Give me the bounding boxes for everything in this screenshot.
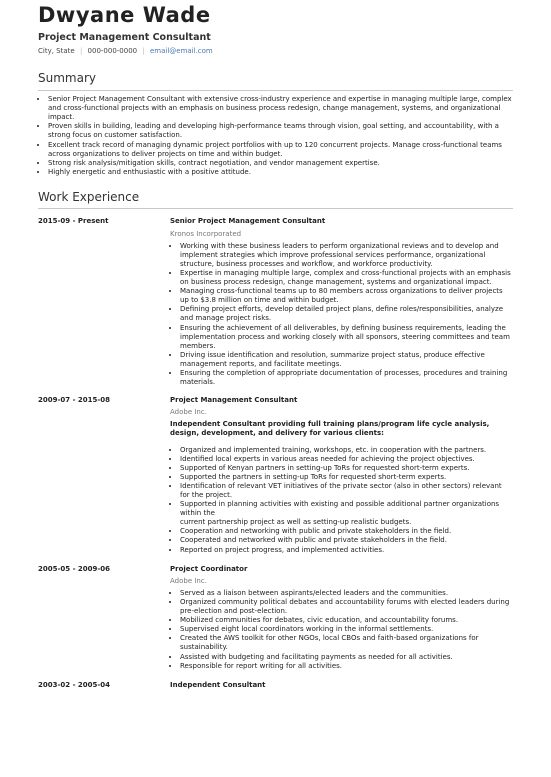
- job-details: [170, 565, 513, 671]
- experience-heading: Work Experience: [38, 190, 513, 210]
- job-duty: • Supported of Kenyan partners in setting-up ToRs for requested short-term experts.: [180, 464, 513, 473]
- job-duty: • Assisted with budgeting and facilitating payments as needed for all activities.: [180, 653, 513, 662]
- job-duty: • Organized and implemented training, workshops, etc. in cooperation with the partners.: [180, 446, 513, 455]
- summary-heading: Summary: [38, 71, 513, 91]
- job-dates: 2015-09 - Present: [38, 217, 109, 226]
- job-duty: • Ensuring the achievement of all deliverables, by defining business requirements, leading the implementation process and working closely with all sponsors, steering committees and team members.: [180, 324, 513, 351]
- job-details: [170, 681, 513, 690]
- contact-line: [38, 47, 513, 56]
- contact-email[interactable]: email@email.com: [149, 47, 213, 56]
- job-details: [170, 396, 513, 555]
- job-duty: • Identification of relevant VET initiatives of the private sector (also in other sectors) relevant for the project.: [180, 482, 513, 500]
- job-entry: [38, 681, 513, 690]
- job-company: Adobe Inc.: [170, 576, 207, 585]
- contact-location: City, State: [38, 47, 75, 56]
- job-role: Senior Project Management Consultant: [170, 217, 326, 226]
- job-duty: • Reported on project progress, and implemented activities.: [180, 546, 513, 555]
- job-duty: • Defining project efforts, develop detailed project plans, define roles/responsibilities, analyze and manage project risks.: [180, 305, 513, 323]
- job-duties: [170, 242, 513, 388]
- job-duty: • Created the AWS toolkit for other NGOs, local CBOs and faith-based organizations for sustainability.: [180, 634, 513, 652]
- job-duties: [170, 446, 513, 555]
- job-duty: • Cooperation and networking with public and private stakeholders in the field.: [180, 527, 513, 536]
- summary-item: • Senior Project Management Consultant with extensive cross-industry experience and expertise in managing multiple large, complex and cross-functional projects with an emphasis on business process redesign, change management, systems, and organizational impact.: [48, 95, 513, 122]
- job-role: Independent Consultant: [170, 680, 266, 689]
- job-intro: Independent Consultant providing full training plans/program life cycle analysis, design, development, and delivery for various clients:: [170, 420, 490, 438]
- job-duty: • Mobilized communities for debates, civic education, and accountability forums.: [180, 616, 513, 625]
- job-duty: • Served as a liaison between aspirants/elected leaders and the communities.: [180, 589, 513, 598]
- candidate-name: Dwyane Wade: [38, 3, 211, 27]
- job-duty: • Responsible for report writing for all activities.: [180, 662, 513, 671]
- job-company: Adobe Inc.: [170, 408, 207, 417]
- job-duty: • Driving issue identification and resolution, summarize project status, produce effective management reports, and facilitate meetings.: [180, 351, 513, 369]
- job-entry: [38, 217, 513, 387]
- job-company: Kronos Incorporated: [170, 229, 242, 238]
- job-entry: [38, 565, 513, 671]
- candidate-title: Project Management Consultant: [38, 32, 211, 43]
- contact-phone: 000-000-0000: [87, 47, 138, 56]
- job-details: [170, 217, 513, 387]
- contact-separator: |: [142, 47, 145, 56]
- job-duty: • Organized community political debates and accountability forums with elected leaders during pre-election and post-election.: [180, 598, 513, 616]
- job-role: Project Coordinator: [170, 564, 248, 573]
- job-duty: • Working with these business leaders to perform organizational reviews and to develop and implement strategies which improve professional services performance, organizational structure, business processes and workflow, and workforce productivity.: [180, 242, 513, 269]
- job-entry: [38, 396, 513, 555]
- contact-separator: |: [79, 47, 83, 56]
- job-duty: • Supported in planning activities with existing and possible additional partner organizations within the current partnership project as well as setting-up realistic budgets.: [180, 500, 513, 527]
- summary-item: • Proven skills in building, leading and developing high-performance teams through vision, goal setting, and accountability, with a strong focus on customer satisfaction.: [48, 122, 513, 140]
- summary-list: [38, 95, 513, 177]
- job-duty: • Managing cross-functional teams up to 80 members across organizations to deliver projects up to $3.8 million on time and within budget.: [180, 287, 513, 305]
- summary-item: • Strong risk analysis/mitigation skills, contract negotiation, and vendor management expertise.: [48, 159, 513, 168]
- job-dates: 2003-02 - 2005-04: [38, 680, 111, 689]
- job-duty: • Ensuring the completion of appropriate documentation of processes, procedures and training materials.: [180, 369, 513, 387]
- job-duty: • Identified local experts in various areas needed for achieving the project objectives.: [180, 455, 513, 464]
- job-duty: • Supported the partners in setting-up ToRs for requested short-term experts.: [180, 473, 513, 482]
- job-dates: 2009-07 - 2015-08: [38, 396, 111, 405]
- summary-item: • Highly energetic and enthusiastic with a positive attitude.: [48, 168, 513, 177]
- job-duty: • Cooperated and networked with public and private stakeholders in the field.: [180, 536, 513, 545]
- job-duty: • Expertise in managing multiple large, complex and cross-functional projects with an emphasis on business process redesign, change management, systems and organizational impact.: [180, 269, 513, 287]
- summary-item: • Excellent track record of managing dynamic project portfolios with up to 120 concurrent projects. Manage cross-functional teams across organizations to deliver projects on time and within budget.: [48, 141, 513, 159]
- job-role: Project Management Consultant: [170, 396, 298, 405]
- job-duty: • Supervised eight local coordinators working in the informal settlements.: [180, 625, 513, 634]
- job-dates: 2005-05 - 2009-06: [38, 564, 111, 573]
- job-duties: [170, 589, 513, 671]
